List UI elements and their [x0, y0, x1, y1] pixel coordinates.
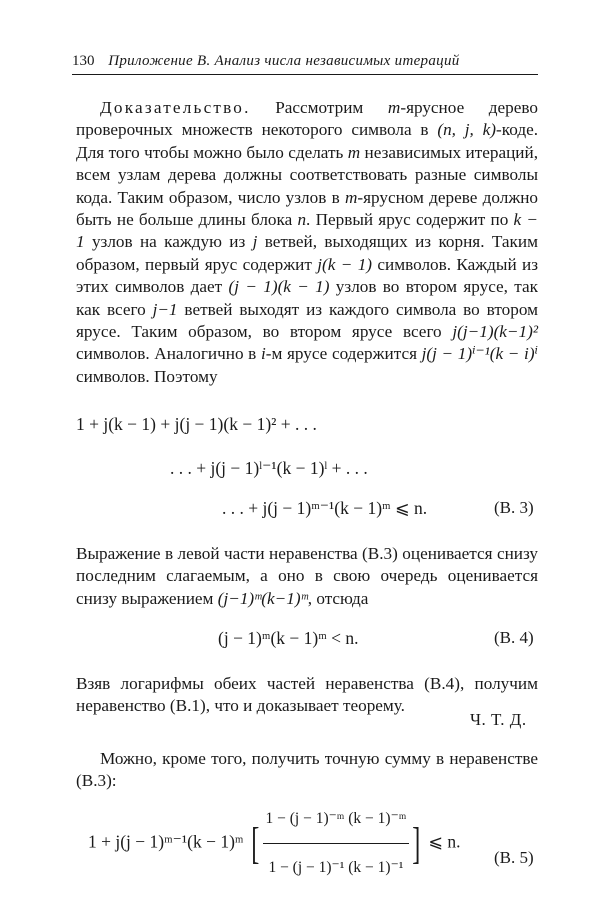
paragraph-3: Взяв логарифмы обеих частей неравенства (В.4), получим неравенство (В.1), что и доказывает теорему. [76, 674, 538, 716]
equation-b3-tag: (В. 3) [494, 498, 534, 517]
equation-b5-suffix: ⩽ n. [428, 831, 461, 852]
paragraph-4: Можно, кроме того, получить точную сумму в неравенстве (В.3): [76, 749, 538, 791]
equation-b5-fraction [263, 796, 410, 891]
equation-b4-tag: (В. 4) [494, 628, 534, 647]
equation-b4: (j − 1)ᵐ(k − 1)ᵐ < n. [218, 628, 359, 648]
paragraph-2: Выражение в левой части неравенства (В.3) оценивается снизу последним слагаемым, а оно в свою очередь оценивается снизу выражением (j−1)ᵐ(k−1)ᵐ, отсюда [76, 544, 538, 608]
proof-lead: Доказательство. [100, 98, 251, 117]
equation-b5-tag: (В. 5) [494, 848, 534, 867]
equation-b3-line-1: 1 + j(k − 1) + j(j − 1)(k − 1)² + . . . [76, 414, 317, 434]
proof-paragraph: Доказательство. Рассмотрим m-ярусное дерево проверочных множеств некоторого символа в (n, j, k)-коде. Для того чтобы можно было сделать m независимых итераций, всем узлам дерева должны соответствовать разные символы кода. Таким образом, число узлов в m-ярусном дереве должно быть не больше длины блока n. Первый ярус содержит по k − 1 узлов на каждую из j ветвей, выходящих из корня. Таким образом, первый ярус содержит j(k − 1) символов. Каждый из этих символов дает (j − 1)(k − 1) узлов во втором ярусе, так как всего j−1 ветвей выходят из каждого символа во втором ярусе. Таким образом, во втором ярусе всего j(j−1)(k−1)² символов. Аналогично в i-м ярусе содержится j(j − 1)ⁱ⁻¹(k − i)ⁱ символов. Поэтому [76, 98, 539, 386]
equation-b3-line-3: . . . + j(j − 1)ᵐ⁻¹(k − 1)ᵐ ⩽ n. [222, 498, 428, 518]
right-bracket: ] [412, 818, 421, 868]
fraction-numerator: 1 − (j − 1)⁻ᵐ (k − 1)⁻ᵐ [263, 796, 410, 844]
equation-b3-line-2: . . . + j(j − 1)ˡ⁻¹(k − 1)ˡ + . . . [170, 458, 368, 478]
page-number: 130 [72, 53, 95, 69]
running-title: Приложение В. Анализ числа независимых итераций [108, 53, 460, 69]
running-header [72, 50, 538, 75]
equation-b5 [88, 796, 461, 876]
equation-b5-prefix: 1 + j(j − 1)ᵐ⁻¹(k − 1)ᵐ [88, 831, 244, 852]
fraction-denominator: 1 − (j − 1)⁻¹ (k − 1)⁻¹ [268, 859, 404, 876]
qed-mark: Ч. Т. Д. [470, 710, 527, 729]
left-bracket: [ [251, 818, 260, 868]
